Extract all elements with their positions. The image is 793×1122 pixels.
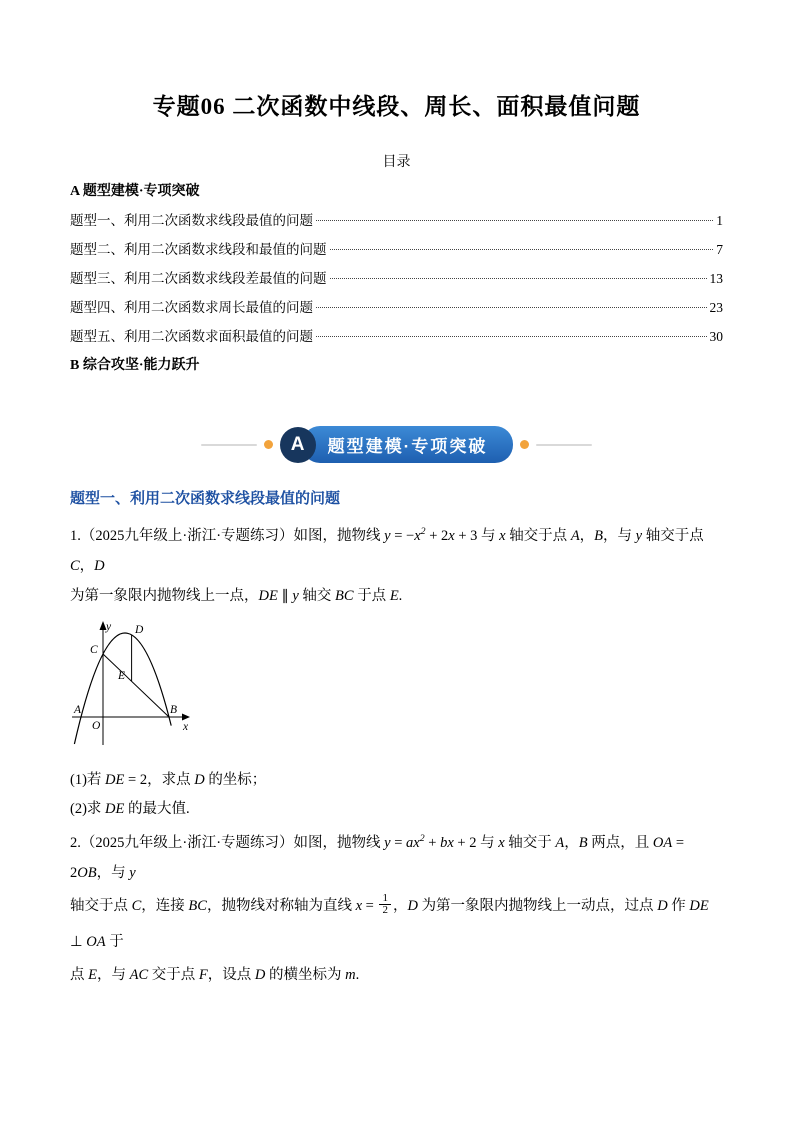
- section-banner: [70, 426, 723, 463]
- point-label-d: D: [135, 624, 144, 636]
- point-label-o: O: [92, 720, 101, 732]
- point-label-b: B: [170, 704, 178, 716]
- problem1-text-line2: 为第一象限内抛物线上一点，DE ∥ y 轴交 BC 于点 E.: [70, 588, 403, 604]
- problem1-text-line1: 1.（2025九年级上·浙江·专题练习）如图，抛物线 $y = -x^2 + 2x + 3$ 与 x 轴交于点 A，B，与 y 轴交于点 C，D: [70, 526, 704, 574]
- axis-label-x: x: [183, 721, 189, 733]
- banner-badge: A: [280, 427, 316, 463]
- toc-item[interactable]: [70, 322, 723, 351]
- banner-line-left: [201, 444, 257, 446]
- toc-item-label[interactable]: 题型五、利用二次函数求面积最值的问题: [70, 329, 313, 344]
- toc-item[interactable]: [70, 293, 723, 322]
- toc-item[interactable]: [70, 264, 723, 293]
- point-label-e: E: [118, 670, 126, 682]
- problem1-question2: (2)求 DE 的最大值.: [70, 801, 190, 817]
- coordinate-plane: [70, 619, 220, 751]
- toc-item[interactable]: [70, 235, 723, 264]
- banner-line-right: [536, 444, 592, 446]
- toc-leader: [330, 249, 714, 250]
- toc-item-label[interactable]: 题型二、利用二次函数求线段和最值的问题: [70, 242, 327, 257]
- toc-heading: 目录: [382, 155, 411, 170]
- toc-page-number[interactable]: 13: [709, 271, 723, 286]
- toc-page-number[interactable]: 23: [709, 300, 723, 315]
- line-bc: [103, 654, 169, 717]
- toc-leader: [330, 278, 707, 279]
- toc-leader: [316, 307, 707, 308]
- banner-dot-right-icon: [520, 440, 529, 449]
- toc-item[interactable]: [70, 206, 723, 235]
- banner-dot-left-icon: [264, 440, 273, 449]
- toc-section-b-label: B 综合攻坚·能力跃升: [70, 358, 200, 373]
- section1-heading: 题型一、利用二次函数求线段最值的问题: [70, 491, 341, 507]
- problem2-text-line1: 2.（2025九年级上·浙江·专题练习）如图，抛物线 $y = ax^2$ + bx + 2 与 x 轴交于 A，B 两点，且 OA = 2OB，与 y: [70, 833, 685, 881]
- point-label-a: A: [74, 704, 82, 716]
- problem2-text-line2: 轴交于点 C，连接 BC，抛物线对称轴为直线 x = $\frac{1}{2}$ ，D 为第一象限内抛物线上一动点，过点 D 作 DE ⊥ OA 于: [70, 891, 709, 950]
- toc-item-label[interactable]: 题型四、利用二次函数求周长最值的问题: [70, 300, 313, 315]
- toc-page-number[interactable]: 1: [716, 213, 723, 228]
- x-axis-arrow-icon: [182, 714, 190, 721]
- toc-item-label[interactable]: 题型一、利用二次函数求线段最值的问题: [70, 213, 313, 228]
- toc-item-label[interactable]: 题型三、利用二次函数求线段差最值的问题: [70, 271, 327, 286]
- toc-page-number[interactable]: 7: [716, 242, 723, 257]
- parabola-curve: [74, 633, 171, 744]
- toc-leader: [316, 336, 707, 337]
- problem1-question1: (1)若 DE = 2，求点 D 的坐标；: [70, 772, 267, 788]
- problem2-text-line3: 点 E，与 AC 交于点 F，设点 D 的横坐标为 m.: [70, 967, 360, 983]
- axis-label-y: y: [106, 621, 112, 633]
- toc-section-a-label: A 题型建模·专项突破: [70, 184, 200, 199]
- banner-label: 题型建模·专项突破: [302, 426, 514, 463]
- toc-leader: [316, 220, 713, 221]
- page-title: 专题06 二次函数中线段、周长、面积最值问题: [152, 94, 641, 119]
- toc-page-number[interactable]: 30: [709, 329, 723, 344]
- point-label-c: C: [90, 644, 98, 656]
- problem1-figure: [70, 619, 723, 756]
